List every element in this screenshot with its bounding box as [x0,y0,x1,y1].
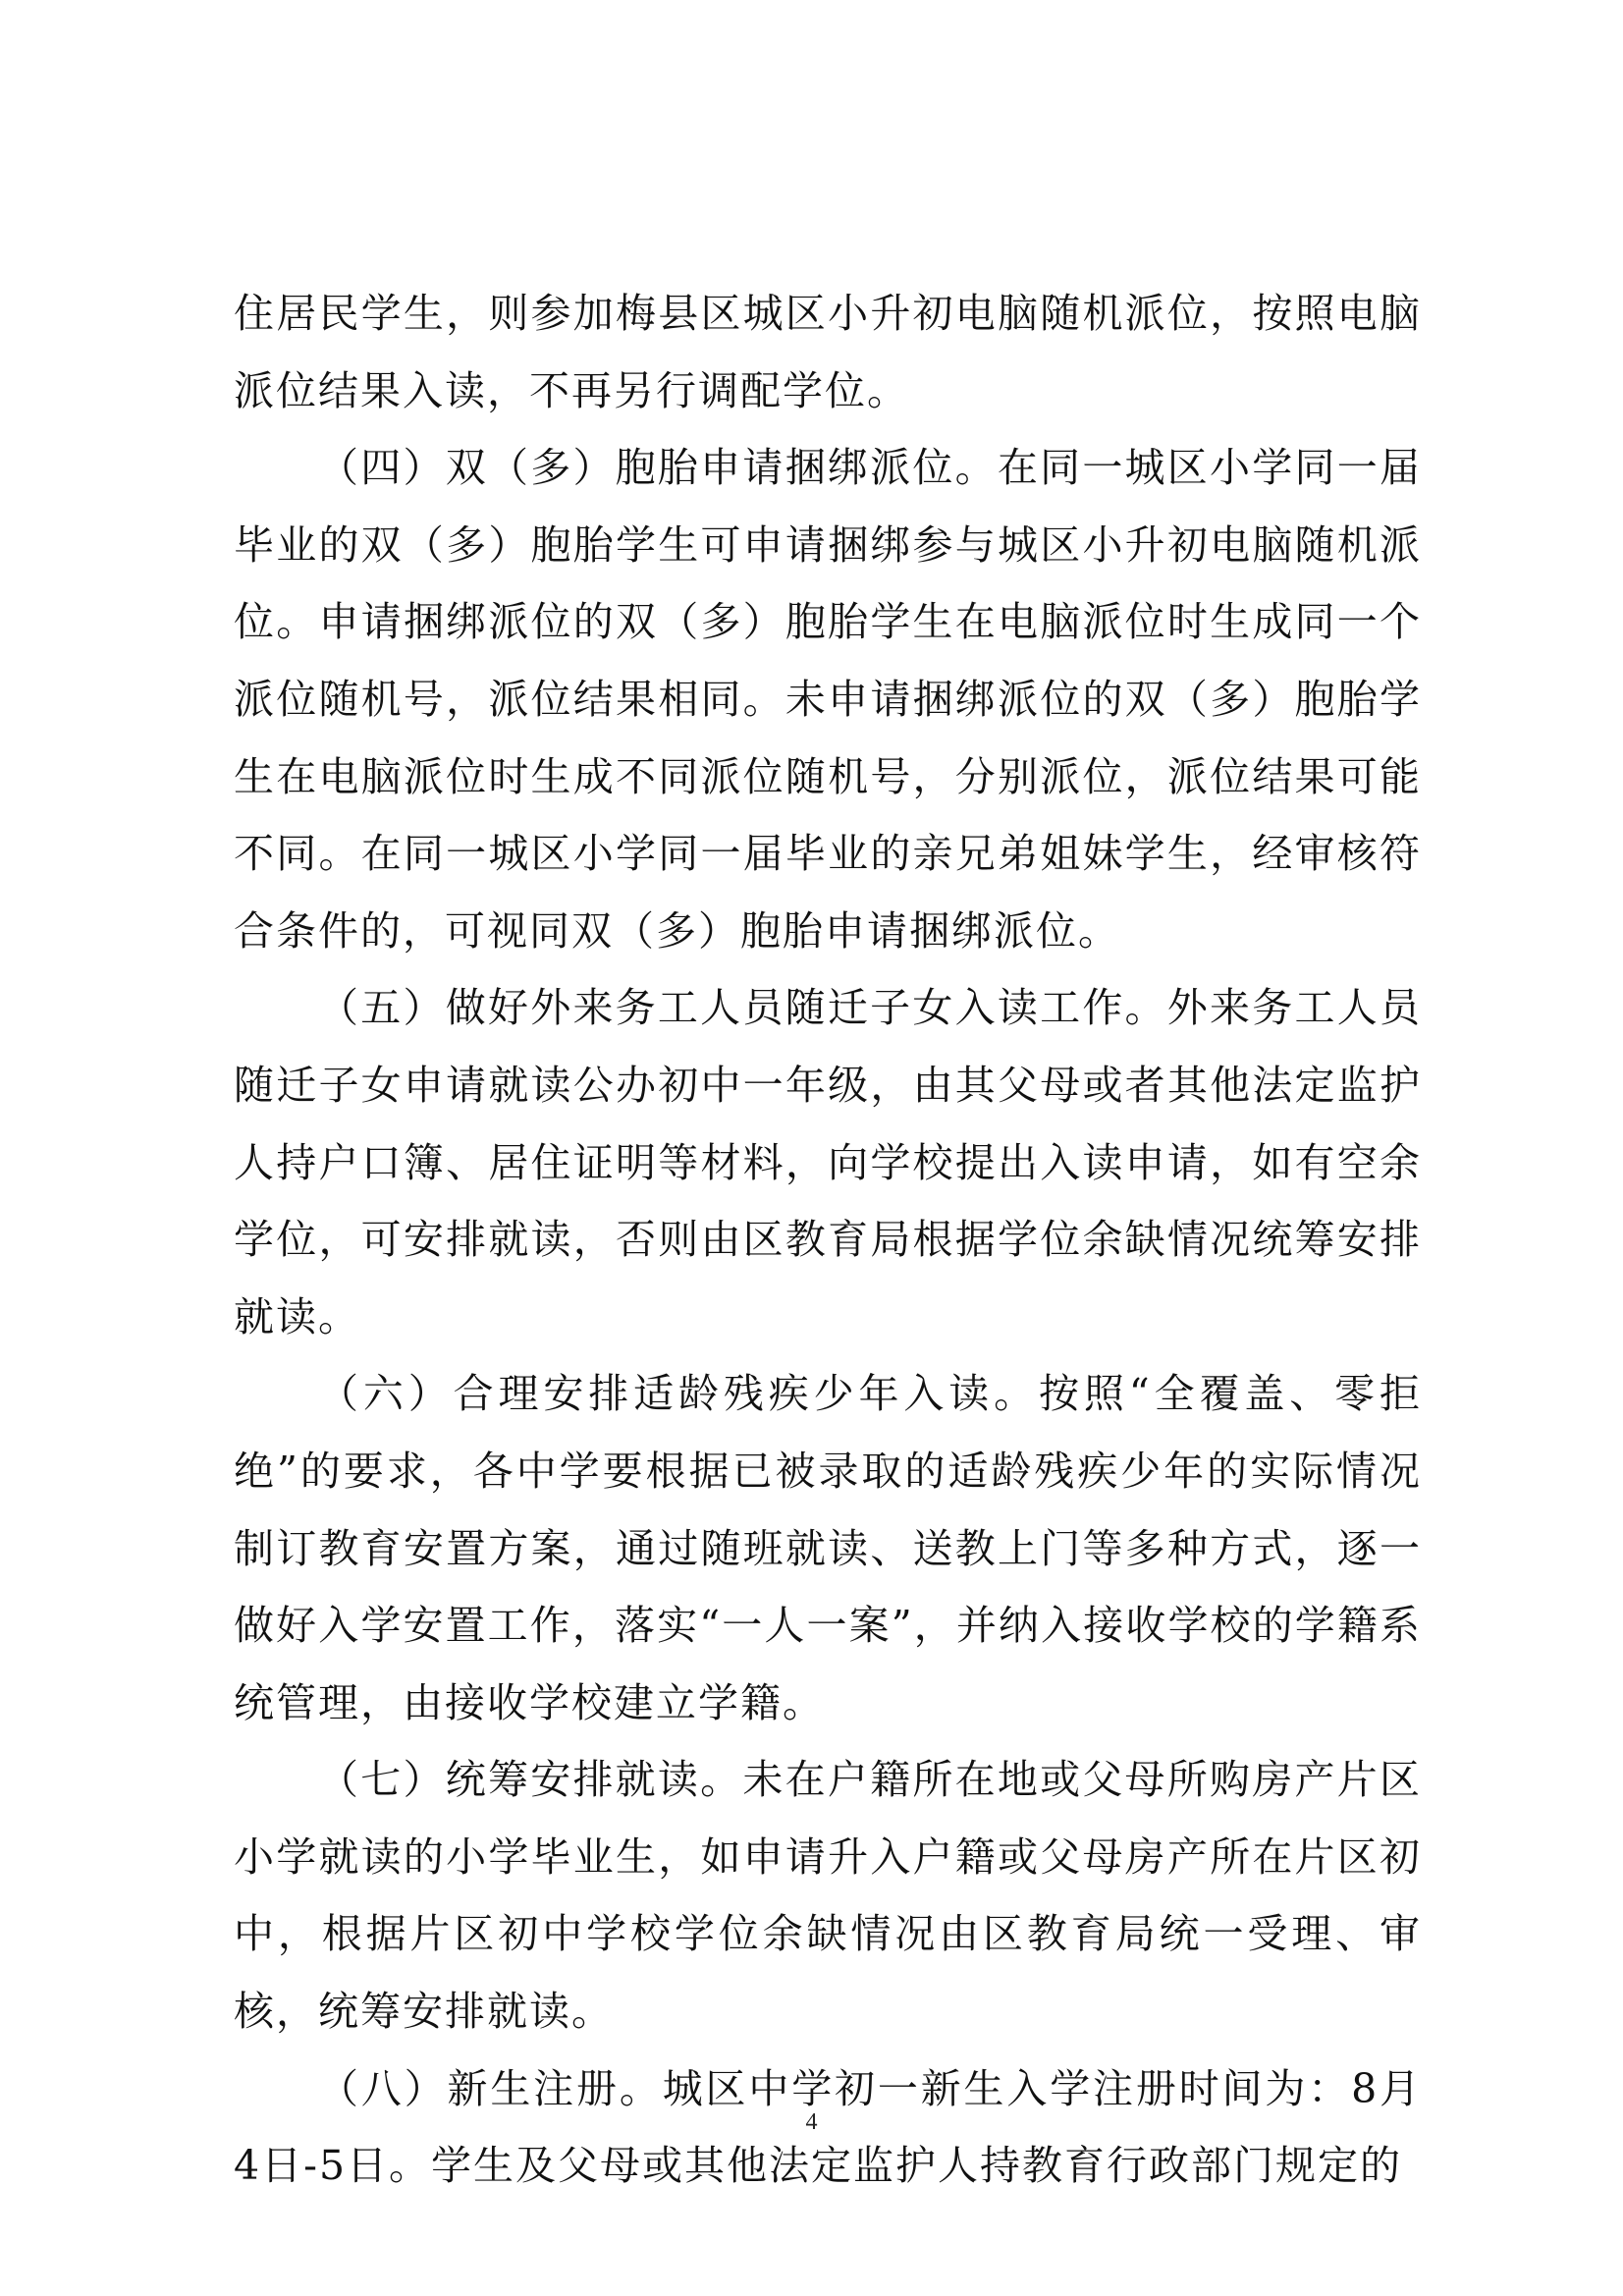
paragraph-section-5-migrant-children: （五）做好外来务工人员随迁子女入读工作。外来务工人员随迁子女申请就读公办初中一年级，由其父母或者其他法定监护人持户口簿、居住证明等材料，向学校提出入读申请，如有空余学位，可安排就读，否则由区教育局根据学位余缺情况统筹安排就读。 [234,984,1422,1340]
paragraph-section-7-coordinated-placement: （七）统筹安排就读。未在户籍所在地或父母所购房产片区小学就读的小学毕业生，如申请升入户籍或父母房产所在片区初中，根据片区初中学校学位余缺情况由区教育局统一受理、审核，统筹安排就读。 [234,1756,1422,2036]
page-number: 4 [805,2109,818,2135]
paragraph-section-6-disabled-youth: （六）合理安排适龄残疾少年入读。按照“全覆盖、零拒绝”的要求，各中学要根据已被录取的适龄残疾少年的实际情况制订教育安置方案，通过随班就读、送教上门等多种方式，逐一做好入学安置工作，落实“一人一案”，并纳入接收学校的学籍系统管理，由接收学校建立学籍。 [234,1370,1422,1726]
paragraph-section-8-registration: （八）新生注册。城区中学初一新生入学注册时间为：8月4日-5日。学生及父母或其他法定监护人持教育行政部门规定的 [234,2064,1422,2190]
document-body [234,275,1422,2205]
paragraph-continuation: 住居民学生，则参加梅县区城区小升初电脑随机派位，按照电脑派位结果入读，不再另行调配学位。 [234,290,1422,414]
paragraph-section-4-twins-binding: （四）双（多）胞胎申请捆绑派位。在同一城区小学同一届毕业的双（多）胞胎学生可申请捆绑参与城区小升初电脑随机派位。申请捆绑派位的双（多）胞胎学生在电脑派位时生成同一个派位随机号，派位结果相同。未申请捆绑派位的双（多）胞胎学生在电脑派位时生成不同派位随机号，分别派位，派位结果可能不同。在同一城区小学同一届毕业的亲兄弟姐妹学生，经审核符合条件的，可视同双（多）胞胎申请捆绑派位。 [234,444,1422,955]
